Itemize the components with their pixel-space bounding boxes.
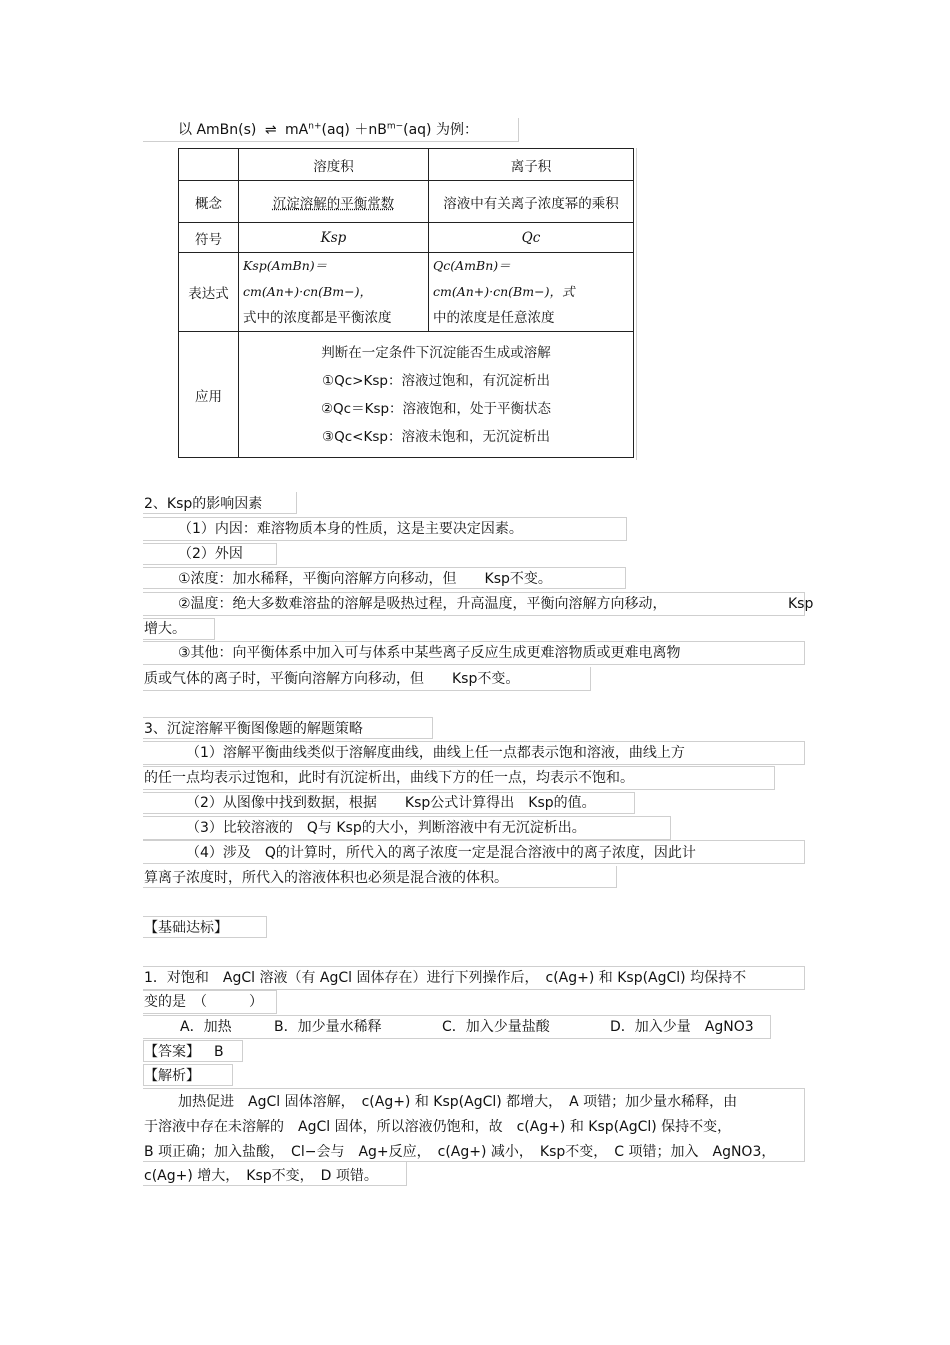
paragraph-line: （1）内因：难溶物质本身的性质，这是主要决定因素。 bbox=[178, 521, 523, 537]
paragraph-line: 算离子浓度时，所代入的溶液体积也必须是混合液的体积。 bbox=[144, 870, 508, 886]
table-header-row bbox=[179, 149, 634, 181]
paragraph-line: 增大。 bbox=[144, 621, 186, 637]
qc-expression: Qc(AmBn)＝cm(An+)·cn(Bm−)，式 bbox=[433, 258, 575, 299]
application-line: ①Qc>Ksp：溶液过饱和，有沉淀析出 bbox=[322, 372, 550, 389]
paragraph-line: （4）涉及 Q的计算时，所代入的离子浓度一定是混合溶液中的离子浓度，因此计 bbox=[186, 845, 696, 861]
table-header-blank bbox=[179, 149, 239, 181]
frame-box bbox=[636, 148, 650, 460]
answer-label: 【答案】 bbox=[144, 1044, 200, 1060]
question-text: 变的是 （ ） bbox=[144, 994, 263, 1010]
equation-prefix: 以 AmBn(s) bbox=[178, 122, 257, 138]
analysis-line: c(Ag+) 增大， Ksp不变， D 项错。 bbox=[144, 1168, 378, 1184]
row-label: 表达式 bbox=[179, 253, 239, 332]
table-row bbox=[179, 332, 634, 458]
section-heading: 3、沉淀溶解平衡图像题的解题策略 bbox=[144, 721, 363, 737]
section-heading: 【基础达标】 bbox=[144, 920, 228, 936]
equation-middle: (aq) ＋nB bbox=[321, 122, 387, 138]
ksp-concept: 沉淀溶解的平衡常数 bbox=[272, 195, 395, 212]
equilibrium-equation bbox=[178, 120, 478, 140]
option-a[interactable]: A．加热 bbox=[180, 1019, 232, 1035]
paragraph-line: ③其他：向平衡体系中加入可与体系中某些离子反应生成更难溶物质或更难电离物 bbox=[178, 645, 681, 661]
analysis-label: 【解析】 bbox=[144, 1068, 200, 1084]
row-label: 符号 bbox=[179, 223, 239, 253]
analysis-line: B 项正确；加入盐酸， Cl−会与 Ag+反应， c(Ag+) 减小， Ksp不变， C 项错；加入 AgNO3， bbox=[144, 1144, 776, 1160]
answer-value: B bbox=[214, 1044, 224, 1060]
analysis-line: 加热促进 AgCl 固体溶解， c(Ag+) 和 Ksp(AgCl) 都增大， A 项错；加少量水稀释，由 bbox=[178, 1094, 738, 1110]
ksp-expression-note: 式中的浓度都是平衡浓度 bbox=[243, 310, 392, 326]
qc-concept: 溶液中有关离子浓度幂的乘积 bbox=[429, 181, 634, 223]
option-c[interactable]: C．加入少量盐酸 bbox=[442, 1019, 550, 1035]
analysis-line: 于溶液中存在未溶解的 AgCl 固体，所以溶液仍饱和，故 c(Ag+) 和 Ksp(AgCl) 保持不变， bbox=[144, 1119, 732, 1135]
table-row bbox=[179, 223, 634, 253]
paragraph-line: （1）溶解平衡曲线类似于溶解度曲线，曲线上任一点都表示饱和溶液，曲线上方 bbox=[186, 745, 685, 761]
paragraph-line: （2）从图像中找到数据，根据 Ksp公式计算得出 Ksp的值。 bbox=[186, 795, 596, 811]
equation-tail: (aq) 为例： bbox=[403, 122, 478, 138]
option-b[interactable]: B．加少量水稀释 bbox=[274, 1019, 382, 1035]
anion-charge: m− bbox=[386, 121, 404, 132]
qc-expression-note: 中的浓度是任意浓度 bbox=[433, 310, 555, 326]
ksp-expression: Ksp(AmBn)＝cm(An+)·cn(Bm−)， bbox=[243, 258, 372, 299]
application-line: ②Qc＝Ksp：溶液饱和，处于平衡状态 bbox=[320, 400, 552, 417]
option-d[interactable]: D．加入少量 AgNO3 bbox=[610, 1019, 754, 1035]
row-label: 概念 bbox=[179, 181, 239, 223]
equilibrium-arrow-icon: ⇌ bbox=[264, 122, 277, 138]
table-row bbox=[179, 181, 634, 223]
table-row bbox=[179, 253, 634, 332]
table-header-qc: 离子积 bbox=[429, 149, 634, 181]
paragraph-line: （3）比较溶液的 Q与 Ksp的大小，判断溶液中有无沉淀析出。 bbox=[186, 820, 586, 836]
paragraph-line: （2）外因 bbox=[178, 546, 243, 562]
section-heading: 2、Ksp的影响因素 bbox=[144, 496, 263, 512]
application-line: ③Qc<Ksp：溶液未饱和，无沉淀析出 bbox=[322, 428, 550, 445]
application-line: 判断在一定条件下沉淀能否生成或溶解 bbox=[321, 344, 551, 361]
paragraph-line: 质或气体的离子时，平衡向溶解方向移动，但 Ksp不变。 bbox=[144, 671, 520, 687]
ksp-comparison-table bbox=[178, 148, 634, 458]
equation-cation: mA bbox=[285, 122, 309, 138]
paragraph-line: 的任一点均表示过饱和，此时有沉淀析出，曲线下方的任一点，均表示不饱和。 bbox=[144, 770, 634, 786]
table-header-ksp: 溶度积 bbox=[239, 149, 429, 181]
paragraph-line: ②温度：绝大多数难溶盐的溶解是吸热过程，升高温度，平衡向溶解方向移动， bbox=[178, 596, 667, 612]
paragraph-line-end: Ksp bbox=[788, 596, 814, 612]
paragraph-line: ①浓度：加水稀释，平衡向溶解方向移动，但 Ksp不变。 bbox=[178, 571, 552, 587]
row-label: 应用 bbox=[179, 332, 239, 458]
qc-symbol: Qc bbox=[429, 223, 634, 253]
question-text: 1．对饱和 AgCl 溶液（有 AgCl 固体存在）进行下列操作后， c(Ag+) 和 Ksp(AgCl) 均保持不 bbox=[144, 970, 747, 986]
cation-charge: n+ bbox=[308, 121, 322, 132]
ksp-symbol: Ksp bbox=[239, 223, 429, 253]
